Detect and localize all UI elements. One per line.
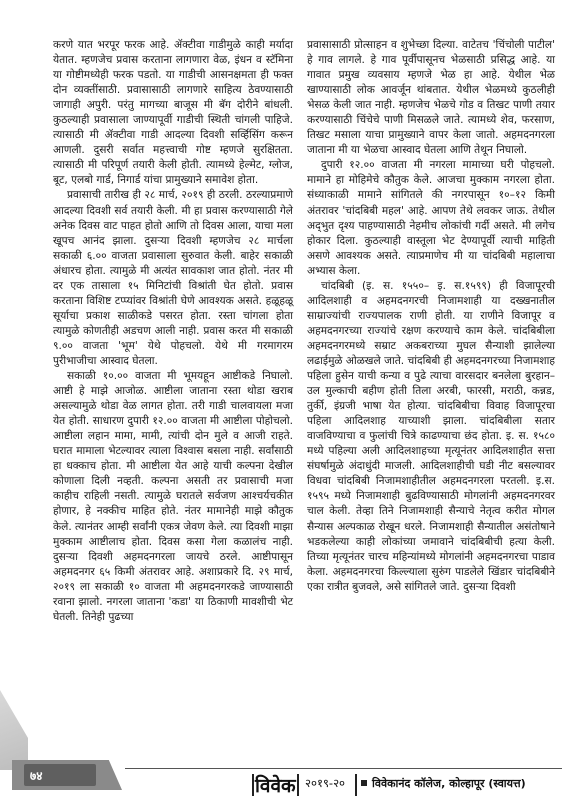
footer-rule — [125, 768, 562, 769]
paragraph-left-2: प्रवासाची तारीख ही २८ मार्च, २०१९ ही ठरली. ठरल्याप्रमाणे आदल्या दिवशी सर्व तयारी केली. मी हा प्रवास करण्यासाठी गेले अनेक दिवस वाट पाहत होतो आणि तो दिवस आला, याचा मला खूपच आनंद झाला. दुसऱ्या दिवशी म्हणजेच २८ मार्चला सकाळी ६.०० वाजता प्रवासाला सुरुवात केली. बाहेर सकाळी अंधारच होता. त्यामुळे मी अत्यंत सावकाश जात होतो. नंतर मी दर एक तासाला १५ मिनिटांची विश्रांती घेत होतो. प्रवास करताना विशिष्ट टप्प्यांवर विश्रांती घेणे आवश्यक असते. हळूहळू सूर्याचा प्रकाश साळीकडे पसरत होता. रस्ता चांगला होता त्यामुळे कोणतीही अडचण आली नाही. प्रवास करत मी सकाळी ९.०० वाजता 'भूम' येथे पोहचलो. येथे मी गरमागरम पुरीभाजीचा आस्वाद घेतला. — [53, 189, 293, 367]
footer-separator — [355, 774, 357, 796]
magazine-brand-logo: विवेक — [255, 775, 296, 797]
footer-year: २०१९-२० — [305, 776, 346, 790]
paragraph-right-2: दुपारी १२.०० वाजता मी नगरला मामाच्या घरी पोहचलो. मामाने हा मोहिमेचे कौतुक केले. आजचा मुक्काम नगरला होता. संध्याकाळी मामाने सांगितले की नगरपासून १०–१२ किमी अंतरावर 'चांदबिबी महल' आहे. आपण तेथे लवकर जाऊ. तेथील अद्‌भुत दृश्य पाहण्यासाठी नेहमीच लोकांची गर्दी असते. मी लगेच होकार दिला. कुठल्याही वास्तूला भेट देण्यापूर्वी त्याची माहिती असणे आवश्यक असते. त्याप्रमाणेच मी या चांदबिबी महालाचा अभ्यास केला. — [307, 159, 555, 277]
page-number: ७४ — [30, 769, 43, 783]
page-number-badge — [12, 760, 122, 790]
paragraph-left-3: सकाळी १०.०० वाजता मी भूमयहून आष्टीकडे निघालो. आष्टी हे माझे आजोळ. आष्टीला जाताना रस्ता थोडा खराब असल्यामुळे थोडा वेळ लागत होता. तरी गाडी चालवायला मजा येत होती. साधारण दुपारी १२.०० वाजता मी आष्टीला पोहोचलो. आष्टीला लहान मामा, मामी, त्यांची दोन मुले व आजी राहते. घरात मामाला भेटल्यावर त्याला विश्वास बसला नाही. सर्वांसाठी हा धक्काच होता. मी आष्टीला येत आहे याची कल्पना देखील कोणाला दिली नव्हती. कल्पना असती तर प्रवासाची मजा काहीच राहिली नसती. त्यामुळे घरातले सर्वजण आश्चर्यचकीत होणार, हे नक्कीच माहित होते. नंतर मामानेही माझे कौतुक केले. त्यानंतर आम्ही सर्वांनी एकत्र जेवण केले. त्या दिवशी माझा मुक्काम आष्टीलाच होता. दिवस कसा गेला कळालंच नाही. दुसऱ्या दिवशी अहमदनगरला जायचे ठरले. आष्टीपासून अहमदनगर ६५ किमी अंतरावर आहे. अशाप्रकारे दि. २९ मार्च, २०१९ ला सकाळी १० वाजता मी अहमदनगरकडे जाण्यासाठी रवाना झालो. नगरला जाताना 'कडा' या ठिकाणी मावशीची भेट घेतली. तिनेही पुढच्या — [53, 370, 293, 623]
college-name: विवेकानंद कॉलेज, कोल्हापूर (स्वायत्त) — [372, 777, 526, 790]
footer-separator — [297, 774, 299, 796]
footer-separator — [252, 774, 254, 796]
paragraph-left-1: करणे यात भरपूर फरक आहे. ॲक्टीवा गाडीमुळे काही मर्यादा येतात. म्हणजेच प्रवास करताना लागणारा वेळ, इंधन व स्टॅमिना या गोष्टीमध्येही फरक पडतो. या गाडीची आसनक्षमता ही फक्त दोन व्यक्तींसाठी. प्रवासासाठी लागणारे साहित्य ठेवण्यासाठी जागाही अपुरी. परंतु मागच्या बाजूस मी बॅग दोरीने बांधली. कुठल्याही प्रवासाला जाण्यापूर्वी गाडीची स्थिती चांगली पाहिजे. त्यासाठी मी ॲक्टीवा गाडी आदल्या दिवशी सर्व्हिसिंग करून आणली. दुसरी सर्वात महत्त्वाची गोष्ट म्हणजे सुरक्षितता. त्यासाठी मी परिपूर्ण तयारी केली होती. त्यामध्ये हेल्मेट, ग्लोज, बूट, एलबो गार्ड, निगार्ड यांचा प्रामुख्याने समावेश होता. — [53, 39, 293, 187]
article-right-column — [307, 38, 555, 595]
paragraph-right-1: प्रवासासाठी प्रोत्साहन व शुभेच्छा दिल्या. वाटेतच 'चिंचोली पाटील' हे गाव लागले. हे गाव पूर्वीपासूनच भेळसाठी प्रसिद्ध आहे. या गावात प्रमुख व्यवसाय म्हणजे भेळ हा आहे. येथील भेळ खाण्यासाठी लोक आवर्जून थांबतात. येथील भेळमध्ये कुठलीही भेसळ केली जात नाही. म्हणजेच भेळचे गोड व तिखट पाणी तयार करण्यासाठी चिंचेचे पाणी मिसळले जाते. त्यामध्ये शेव, फरसाण, तिखट मसाला याचा प्रामुख्याने वापर केला जातो. अहमदनगरला जाताना मी या भेळचा आस्वाद घेतला आणि तेथून निघालो. — [307, 39, 555, 157]
square-bullet-icon — [361, 780, 367, 786]
page-footer — [0, 758, 580, 800]
article-left-column — [53, 38, 293, 625]
paragraph-right-3: चांदबिबी (इ. स. १५५०– इ. स.१५९९) ही विजापूरची आदिलशाही व अहमदनगरची निजामशाही या दख्खनातील साम्राज्यांची राज्यपालक राणी होती. या राणीने विजापूर व अहमदनगरच्या राज्यांचे रक्षण करण्याचे काम केले. चांदबिबीला अहमदनगरमध्ये सम्राट अकबराच्या मुघल सैन्याशी झालेल्या लढाईमुळे ओळखले जाते. चांदबिबी ही अहमदनगरच्या निजामशाह पहिला हुसेन याची कन्या व पुढे त्याचा वारसदार बनलेला बुरहान–उल मुल्काची बहीण होती तिला अरबी, फारसी, मराठी, कन्नड, तुर्की, इंग्रजी भाषा येत होत्या. चांदबिबीचा विवाह विजापूरचा पहिला आदिलशाह याच्याशी झाला. चांदबिबीला सतार वाजविण्याचा व फुलांची चित्रे काढण्याचा छंद होता. इ. स. १५८० मध्ये पहिल्या अली आदिलशाहच्या मृत्यूनंतर आदिलशाहीत सत्ता संघर्षामुळे अंदाधुंदी माजली. आदिलशाहीची घडी नीट बसल्यावर विधवा चांदबिबी निजामशाहीतील अहमदनगरला परतली. इ.स. १५९५ मध्ये निजामशाही बुढविण्यासाठी मोगलांनी अहमदनगरवर चाल केली. तेव्हा तिने निजामशाही सैन्याचे नेतृत्व करीत मोगल सैन्यास अल्पकाळ रोखून धरले. निजामशाही सैन्यातील असंतोषाने भडकलेल्या काही लोकांच्या जमावाने चांदबिबीची हत्या केली. तिच्या मृत्यूनंतर चारच महिन्यांमध्ये मोगलांनी अहमदनगरचा पाडाव केला. अहमदनगरचा किल्ल्याला सुरुंग पाडलेले खिंडार चांदबिबीने एका रात्रीत बुजवले, असे सांगितले जाते. दुसऱ्या दिवशी — [307, 279, 555, 593]
